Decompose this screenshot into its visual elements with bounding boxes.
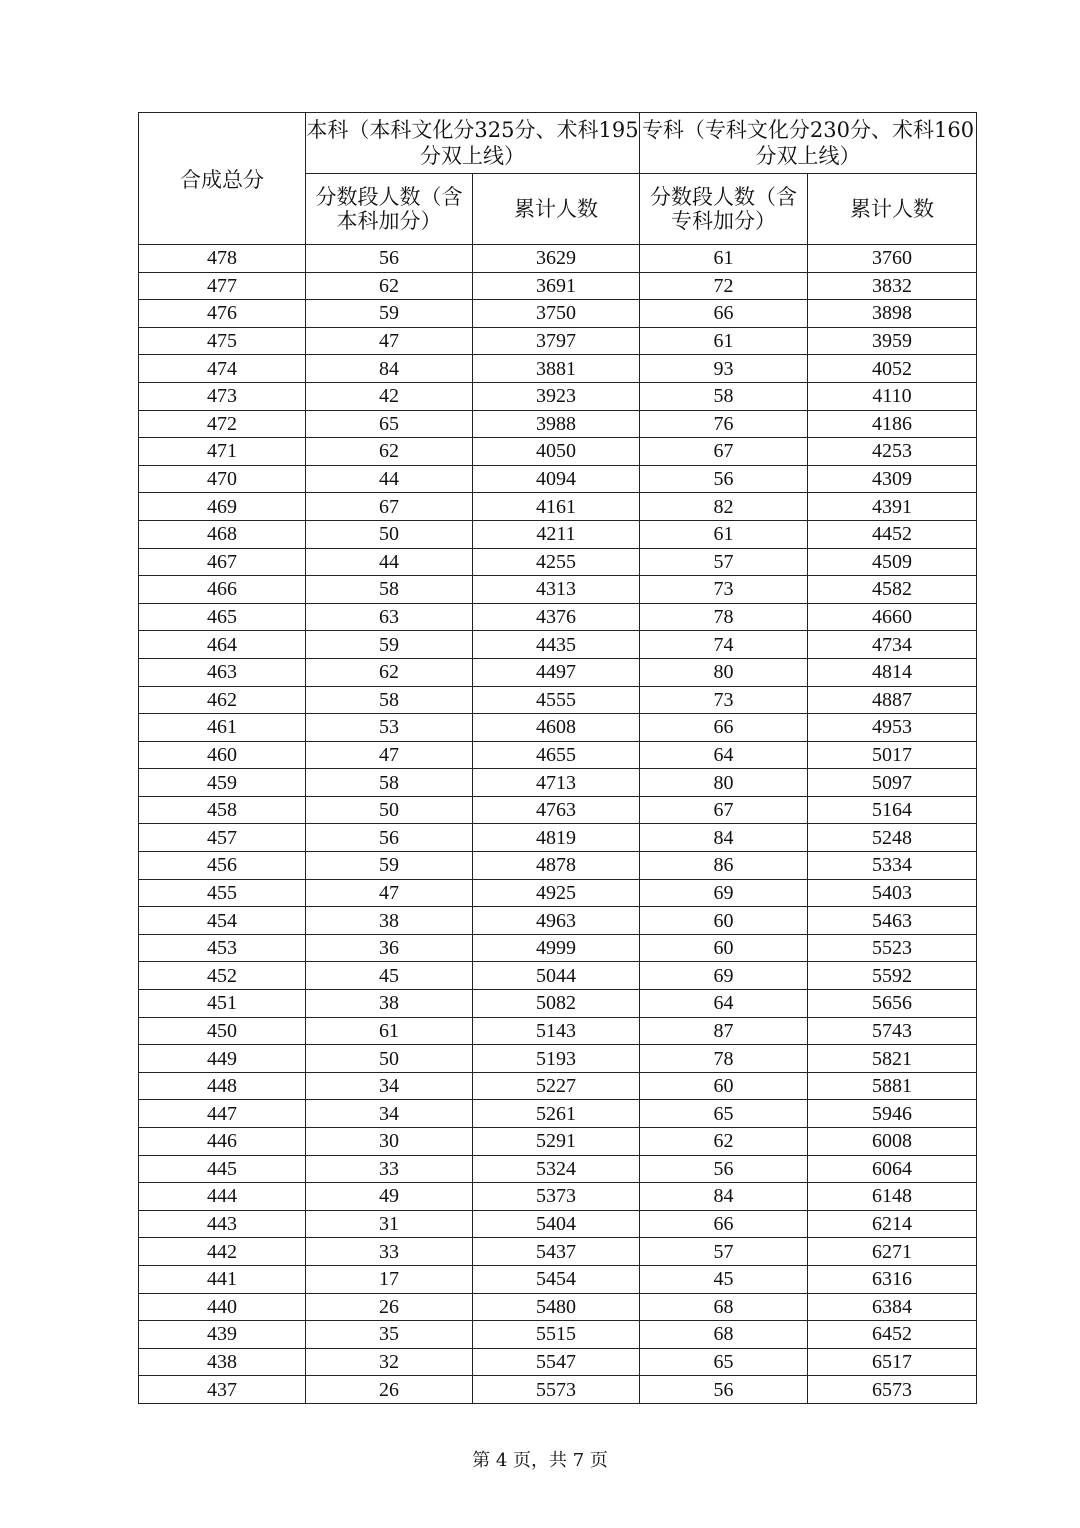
- zhuanke-segment-cell: 82: [640, 493, 808, 521]
- benke-segment-cell: 65: [306, 410, 473, 438]
- zhuanke-cumulative-cell: 4509: [808, 548, 977, 576]
- benke-cumulative-cell: 4925: [473, 879, 640, 907]
- benke-cumulative-cell: 4435: [473, 631, 640, 659]
- zhuanke-segment-cell: 69: [640, 962, 808, 990]
- zhuanke-cumulative-cell: 6064: [808, 1155, 977, 1183]
- total-score-cell: 448: [139, 1072, 306, 1100]
- header-benke-cumulative: 累计人数: [473, 174, 640, 245]
- header-zhuanke-cumulative: 累计人数: [808, 174, 977, 245]
- zhuanke-cumulative-cell: 4582: [808, 576, 977, 604]
- zhuanke-segment-cell: 73: [640, 576, 808, 604]
- zhuanke-cumulative-cell: 6316: [808, 1265, 977, 1293]
- table-row: [139, 1376, 977, 1404]
- benke-cumulative-cell: 5193: [473, 1045, 640, 1073]
- benke-cumulative-cell: 4555: [473, 686, 640, 714]
- table-row: [139, 327, 977, 355]
- benke-cumulative-cell: 5227: [473, 1072, 640, 1100]
- zhuanke-cumulative-cell: 4887: [808, 686, 977, 714]
- table-row: [139, 520, 977, 548]
- benke-cumulative-cell: 5515: [473, 1321, 640, 1349]
- total-score-cell: 467: [139, 548, 306, 576]
- total-score-cell: 450: [139, 1017, 306, 1045]
- zhuanke-segment-cell: 76: [640, 410, 808, 438]
- zhuanke-cumulative-cell: 5743: [808, 1017, 977, 1045]
- benke-segment-cell: 61: [306, 1017, 473, 1045]
- total-score-cell: 443: [139, 1210, 306, 1238]
- total-score-cell: 439: [139, 1321, 306, 1349]
- benke-cumulative-cell: 5573: [473, 1376, 640, 1404]
- benke-cumulative-cell: 3691: [473, 272, 640, 300]
- benke-cumulative-cell: 5454: [473, 1265, 640, 1293]
- total-score-cell: 465: [139, 603, 306, 631]
- table-body: [139, 245, 977, 1404]
- benke-cumulative-cell: 5261: [473, 1100, 640, 1128]
- benke-segment-cell: 62: [306, 658, 473, 686]
- zhuanke-cumulative-cell: 4814: [808, 658, 977, 686]
- table-row: [139, 907, 977, 935]
- zhuanke-segment-cell: 60: [640, 934, 808, 962]
- table-row: [139, 382, 977, 410]
- zhuanke-segment-cell: 68: [640, 1321, 808, 1349]
- benke-segment-cell: 38: [306, 907, 473, 935]
- benke-segment-cell: 33: [306, 1155, 473, 1183]
- benke-cumulative-cell: 4094: [473, 465, 640, 493]
- benke-cumulative-cell: 4999: [473, 934, 640, 962]
- zhuanke-cumulative-cell: 5164: [808, 796, 977, 824]
- benke-cumulative-cell: 4255: [473, 548, 640, 576]
- zhuanke-segment-cell: 65: [640, 1100, 808, 1128]
- table-row: [139, 1321, 977, 1349]
- zhuanke-cumulative-cell: 4186: [808, 410, 977, 438]
- benke-segment-cell: 34: [306, 1072, 473, 1100]
- header-total-score: 合成总分: [139, 113, 306, 245]
- zhuanke-segment-cell: 65: [640, 1348, 808, 1376]
- header-zhuanke-group: 专科（专科文化分230分、术科160分双上线）: [640, 113, 977, 174]
- zhuanke-cumulative-cell: 6517: [808, 1348, 977, 1376]
- benke-segment-cell: 33: [306, 1238, 473, 1266]
- total-score-cell: 460: [139, 741, 306, 769]
- total-score-cell: 438: [139, 1348, 306, 1376]
- zhuanke-segment-cell: 45: [640, 1265, 808, 1293]
- zhuanke-segment-cell: 56: [640, 1155, 808, 1183]
- zhuanke-segment-cell: 64: [640, 741, 808, 769]
- benke-segment-cell: 26: [306, 1376, 473, 1404]
- table-row: [139, 1238, 977, 1266]
- table-row: [139, 1128, 977, 1156]
- zhuanke-segment-cell: 78: [640, 1045, 808, 1073]
- zhuanke-segment-cell: 80: [640, 658, 808, 686]
- benke-segment-cell: 47: [306, 327, 473, 355]
- zhuanke-cumulative-cell: 4253: [808, 438, 977, 466]
- total-score-cell: 454: [139, 907, 306, 935]
- benke-segment-cell: 50: [306, 1045, 473, 1073]
- total-score-cell: 458: [139, 796, 306, 824]
- table-row: [139, 576, 977, 604]
- zhuanke-cumulative-cell: 4953: [808, 714, 977, 742]
- benke-cumulative-cell: 4963: [473, 907, 640, 935]
- zhuanke-cumulative-cell: 5592: [808, 962, 977, 990]
- zhuanke-segment-cell: 67: [640, 796, 808, 824]
- benke-cumulative-cell: 3923: [473, 382, 640, 410]
- benke-cumulative-cell: 4497: [473, 658, 640, 686]
- table-row: [139, 493, 977, 521]
- zhuanke-segment-cell: 84: [640, 824, 808, 852]
- table-row: [139, 438, 977, 466]
- zhuanke-cumulative-cell: 5523: [808, 934, 977, 962]
- total-score-cell: 466: [139, 576, 306, 604]
- benke-segment-cell: 32: [306, 1348, 473, 1376]
- zhuanke-cumulative-cell: 6573: [808, 1376, 977, 1404]
- total-score-cell: 473: [139, 382, 306, 410]
- benke-segment-cell: 49: [306, 1183, 473, 1211]
- total-score-cell: 437: [139, 1376, 306, 1404]
- benke-cumulative-cell: 5373: [473, 1183, 640, 1211]
- total-score-cell: 476: [139, 300, 306, 328]
- total-score-cell: 447: [139, 1100, 306, 1128]
- total-score-cell: 445: [139, 1155, 306, 1183]
- zhuanke-cumulative-cell: 5656: [808, 990, 977, 1018]
- zhuanke-cumulative-cell: 6384: [808, 1293, 977, 1321]
- benke-segment-cell: 31: [306, 1210, 473, 1238]
- zhuanke-cumulative-cell: 6008: [808, 1128, 977, 1156]
- benke-segment-cell: 59: [306, 300, 473, 328]
- table-row: [139, 1183, 977, 1211]
- table-row: [139, 631, 977, 659]
- benke-segment-cell: 45: [306, 962, 473, 990]
- zhuanke-cumulative-cell: 5821: [808, 1045, 977, 1073]
- benke-segment-cell: 56: [306, 824, 473, 852]
- benke-segment-cell: 58: [306, 769, 473, 797]
- table-row: [139, 934, 977, 962]
- zhuanke-segment-cell: 56: [640, 1376, 808, 1404]
- table-row: [139, 355, 977, 383]
- benke-segment-cell: 36: [306, 934, 473, 962]
- benke-segment-cell: 42: [306, 382, 473, 410]
- benke-segment-cell: 38: [306, 990, 473, 1018]
- total-score-cell: 449: [139, 1045, 306, 1073]
- table-row: [139, 465, 977, 493]
- zhuanke-segment-cell: 56: [640, 465, 808, 493]
- table-row: [139, 962, 977, 990]
- total-score-cell: 453: [139, 934, 306, 962]
- zhuanke-cumulative-cell: 4660: [808, 603, 977, 631]
- zhuanke-segment-cell: 57: [640, 548, 808, 576]
- total-score-cell: 446: [139, 1128, 306, 1156]
- benke-cumulative-cell: 4655: [473, 741, 640, 769]
- benke-segment-cell: 34: [306, 1100, 473, 1128]
- zhuanke-segment-cell: 67: [640, 438, 808, 466]
- table-row: [139, 879, 977, 907]
- table-row: [139, 548, 977, 576]
- zhuanke-segment-cell: 93: [640, 355, 808, 383]
- zhuanke-cumulative-cell: 3760: [808, 245, 977, 273]
- zhuanke-cumulative-cell: 3898: [808, 300, 977, 328]
- benke-cumulative-cell: 5324: [473, 1155, 640, 1183]
- total-score-cell: 444: [139, 1183, 306, 1211]
- total-score-cell: 442: [139, 1238, 306, 1266]
- benke-segment-cell: 67: [306, 493, 473, 521]
- zhuanke-segment-cell: 66: [640, 1210, 808, 1238]
- benke-segment-cell: 58: [306, 576, 473, 604]
- zhuanke-segment-cell: 68: [640, 1293, 808, 1321]
- benke-cumulative-cell: 4819: [473, 824, 640, 852]
- benke-segment-cell: 30: [306, 1128, 473, 1156]
- zhuanke-cumulative-cell: 3959: [808, 327, 977, 355]
- table-row: [139, 714, 977, 742]
- benke-segment-cell: 35: [306, 1321, 473, 1349]
- benke-segment-cell: 62: [306, 438, 473, 466]
- zhuanke-cumulative-cell: 5946: [808, 1100, 977, 1128]
- score-distribution-table: [138, 112, 977, 1404]
- total-score-cell: 457: [139, 824, 306, 852]
- total-score-cell: 452: [139, 962, 306, 990]
- benke-cumulative-cell: 4313: [473, 576, 640, 604]
- table-row: [139, 1348, 977, 1376]
- benke-segment-cell: 17: [306, 1265, 473, 1293]
- benke-segment-cell: 44: [306, 465, 473, 493]
- table-row: [139, 741, 977, 769]
- table-row: [139, 1072, 977, 1100]
- table-row: [139, 1045, 977, 1073]
- benke-cumulative-cell: 5143: [473, 1017, 640, 1045]
- header-benke-segment: 分数段人数（含本科加分）: [306, 174, 473, 245]
- zhuanke-segment-cell: 80: [640, 769, 808, 797]
- header-benke-group: 本科（本科文化分325分、术科195分双上线）: [306, 113, 640, 174]
- benke-cumulative-cell: 4763: [473, 796, 640, 824]
- zhuanke-segment-cell: 61: [640, 245, 808, 273]
- table-row: [139, 990, 977, 1018]
- table-row: [139, 300, 977, 328]
- benke-segment-cell: 59: [306, 852, 473, 880]
- zhuanke-segment-cell: 64: [640, 990, 808, 1018]
- total-score-cell: 471: [139, 438, 306, 466]
- benke-cumulative-cell: 5437: [473, 1238, 640, 1266]
- total-score-cell: 462: [139, 686, 306, 714]
- benke-cumulative-cell: 3797: [473, 327, 640, 355]
- benke-segment-cell: 53: [306, 714, 473, 742]
- zhuanke-segment-cell: 66: [640, 300, 808, 328]
- benke-cumulative-cell: 5404: [473, 1210, 640, 1238]
- benke-segment-cell: 44: [306, 548, 473, 576]
- zhuanke-segment-cell: 57: [640, 1238, 808, 1266]
- benke-cumulative-cell: 3988: [473, 410, 640, 438]
- total-score-cell: 459: [139, 769, 306, 797]
- table-row: [139, 1210, 977, 1238]
- benke-cumulative-cell: 5547: [473, 1348, 640, 1376]
- benke-cumulative-cell: 4211: [473, 520, 640, 548]
- benke-cumulative-cell: 5291: [473, 1128, 640, 1156]
- zhuanke-cumulative-cell: 6271: [808, 1238, 977, 1266]
- total-score-cell: 468: [139, 520, 306, 548]
- benke-segment-cell: 63: [306, 603, 473, 631]
- total-score-cell: 451: [139, 990, 306, 1018]
- table-row: [139, 603, 977, 631]
- zhuanke-segment-cell: 69: [640, 879, 808, 907]
- zhuanke-cumulative-cell: 5097: [808, 769, 977, 797]
- table-row: [139, 769, 977, 797]
- zhuanke-segment-cell: 87: [640, 1017, 808, 1045]
- benke-cumulative-cell: 4878: [473, 852, 640, 880]
- table-row: [139, 1293, 977, 1321]
- total-score-cell: 456: [139, 852, 306, 880]
- benke-segment-cell: 58: [306, 686, 473, 714]
- table-row: [139, 245, 977, 273]
- zhuanke-segment-cell: 61: [640, 520, 808, 548]
- total-score-cell: 441: [139, 1265, 306, 1293]
- zhuanke-segment-cell: 74: [640, 631, 808, 659]
- page-number: 第 4 页，共 7 页: [472, 1450, 608, 1471]
- benke-cumulative-cell: 4376: [473, 603, 640, 631]
- benke-cumulative-cell: 4713: [473, 769, 640, 797]
- table-row: [139, 272, 977, 300]
- zhuanke-cumulative-cell: 6214: [808, 1210, 977, 1238]
- benke-segment-cell: 47: [306, 879, 473, 907]
- benke-cumulative-cell: 4608: [473, 714, 640, 742]
- total-score-cell: 461: [139, 714, 306, 742]
- table-row: [139, 796, 977, 824]
- total-score-cell: 470: [139, 465, 306, 493]
- zhuanke-cumulative-cell: 4309: [808, 465, 977, 493]
- total-score-cell: 477: [139, 272, 306, 300]
- table-row: [139, 1100, 977, 1128]
- benke-cumulative-cell: 4161: [473, 493, 640, 521]
- benke-segment-cell: 62: [306, 272, 473, 300]
- zhuanke-segment-cell: 62: [640, 1128, 808, 1156]
- zhuanke-cumulative-cell: 4052: [808, 355, 977, 383]
- benke-segment-cell: 56: [306, 245, 473, 273]
- zhuanke-cumulative-cell: 5248: [808, 824, 977, 852]
- zhuanke-segment-cell: 58: [640, 382, 808, 410]
- zhuanke-segment-cell: 66: [640, 714, 808, 742]
- table-row: [139, 824, 977, 852]
- table-row: [139, 686, 977, 714]
- zhuanke-cumulative-cell: 4391: [808, 493, 977, 521]
- table-row: [139, 658, 977, 686]
- zhuanke-segment-cell: 73: [640, 686, 808, 714]
- zhuanke-cumulative-cell: 5334: [808, 852, 977, 880]
- zhuanke-cumulative-cell: 6148: [808, 1183, 977, 1211]
- zhuanke-cumulative-cell: 4452: [808, 520, 977, 548]
- benke-segment-cell: 59: [306, 631, 473, 659]
- benke-segment-cell: 50: [306, 520, 473, 548]
- zhuanke-segment-cell: 60: [640, 907, 808, 935]
- zhuanke-cumulative-cell: 4734: [808, 631, 977, 659]
- benke-cumulative-cell: 5082: [473, 990, 640, 1018]
- zhuanke-cumulative-cell: 5403: [808, 879, 977, 907]
- benke-segment-cell: 50: [306, 796, 473, 824]
- benke-cumulative-cell: 4050: [473, 438, 640, 466]
- zhuanke-cumulative-cell: 6452: [808, 1321, 977, 1349]
- total-score-cell: 440: [139, 1293, 306, 1321]
- zhuanke-segment-cell: 61: [640, 327, 808, 355]
- total-score-cell: 464: [139, 631, 306, 659]
- zhuanke-cumulative-cell: 5881: [808, 1072, 977, 1100]
- benke-segment-cell: 26: [306, 1293, 473, 1321]
- total-score-cell: 463: [139, 658, 306, 686]
- benke-segment-cell: 47: [306, 741, 473, 769]
- table-row: [139, 852, 977, 880]
- benke-cumulative-cell: 3881: [473, 355, 640, 383]
- table-row: [139, 1017, 977, 1045]
- total-score-cell: 475: [139, 327, 306, 355]
- header-zhuanke-segment: 分数段人数（含专科加分）: [640, 174, 808, 245]
- benke-segment-cell: 84: [306, 355, 473, 383]
- total-score-cell: 455: [139, 879, 306, 907]
- zhuanke-cumulative-cell: 3832: [808, 272, 977, 300]
- benke-cumulative-cell: 5044: [473, 962, 640, 990]
- benke-cumulative-cell: 3629: [473, 245, 640, 273]
- table-row: [139, 1155, 977, 1183]
- benke-cumulative-cell: 5480: [473, 1293, 640, 1321]
- zhuanke-cumulative-cell: 5463: [808, 907, 977, 935]
- benke-cumulative-cell: 3750: [473, 300, 640, 328]
- total-score-cell: 478: [139, 245, 306, 273]
- total-score-cell: 474: [139, 355, 306, 383]
- zhuanke-segment-cell: 86: [640, 852, 808, 880]
- zhuanke-segment-cell: 84: [640, 1183, 808, 1211]
- table-row: [139, 410, 977, 438]
- zhuanke-cumulative-cell: 4110: [808, 382, 977, 410]
- zhuanke-cumulative-cell: 5017: [808, 741, 977, 769]
- zhuanke-segment-cell: 72: [640, 272, 808, 300]
- zhuanke-segment-cell: 60: [640, 1072, 808, 1100]
- table-row: [139, 1265, 977, 1293]
- total-score-cell: 472: [139, 410, 306, 438]
- zhuanke-segment-cell: 78: [640, 603, 808, 631]
- total-score-cell: 469: [139, 493, 306, 521]
